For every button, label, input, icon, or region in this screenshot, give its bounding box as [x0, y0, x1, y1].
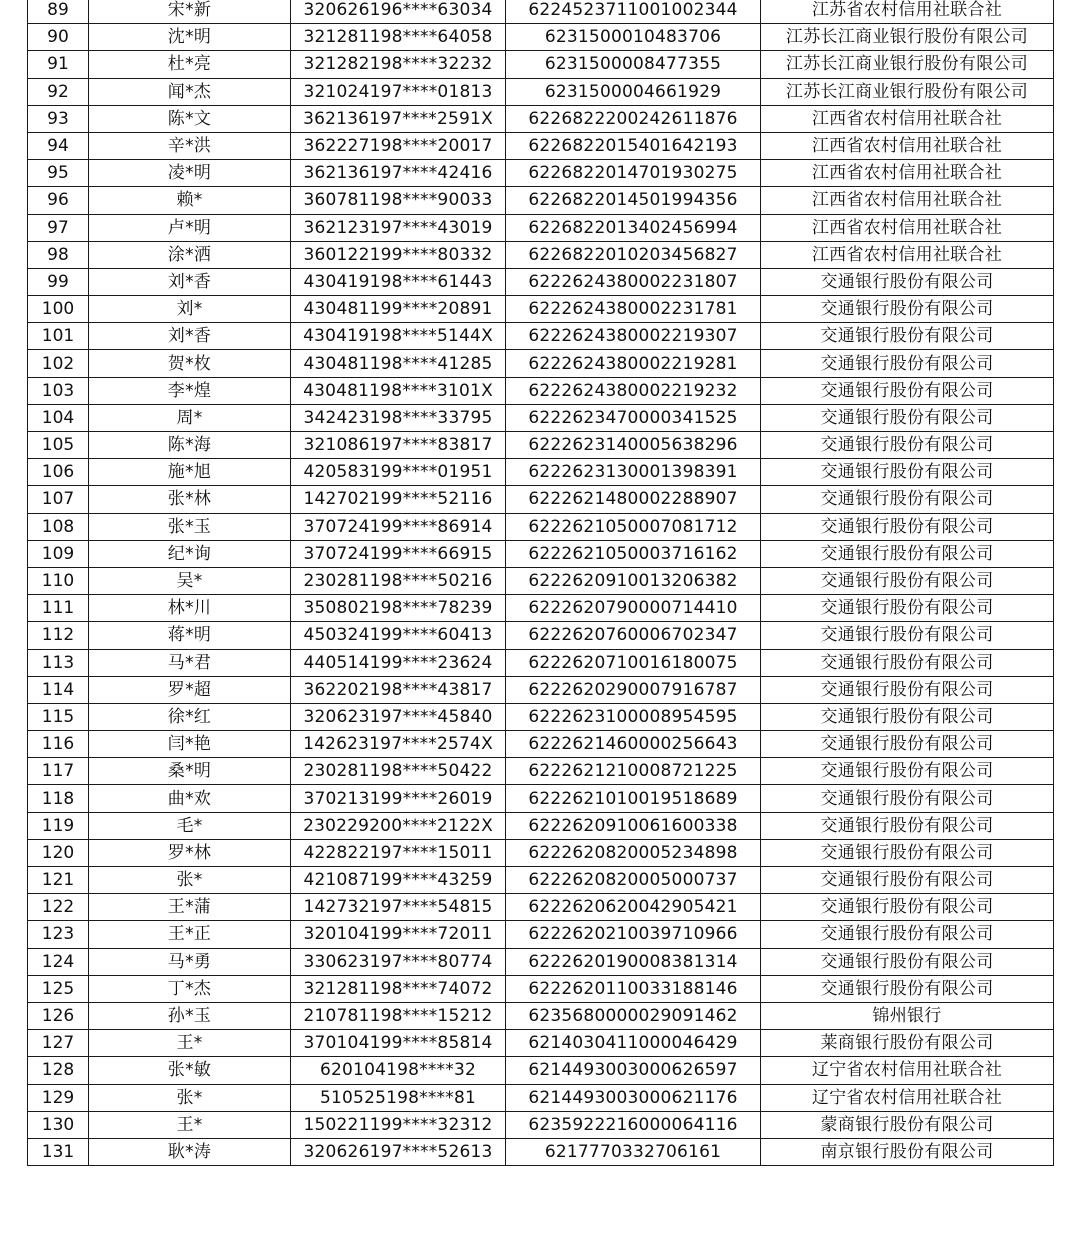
id-number-cell: 320626197****52613: [291, 1138, 506, 1165]
bank-name-cell: 交通银行股份有限公司: [761, 459, 1054, 486]
id-number-cell: 440514199****23624: [291, 649, 506, 676]
name-cell: 宋*新: [89, 0, 291, 24]
name-cell: 凌*明: [89, 160, 291, 187]
table-row: [28, 160, 1054, 187]
id-number-cell: 430419198****61443: [291, 268, 506, 295]
id-number-cell: 230281198****50216: [291, 567, 506, 594]
row-number-cell: 94: [28, 132, 89, 159]
name-cell: 陈*海: [89, 432, 291, 459]
id-number-cell: 321282198****32232: [291, 51, 506, 78]
id-number-cell: 360781198****90033: [291, 187, 506, 214]
table-row: [28, 975, 1054, 1002]
id-number-cell: 430481198****3101X: [291, 377, 506, 404]
name-cell: 张*: [89, 867, 291, 894]
name-cell: 马*勇: [89, 948, 291, 975]
roster-sheet: [27, 0, 1053, 1166]
bank-name-cell: 蒙商银行股份有限公司: [761, 1111, 1054, 1138]
bank-name-cell: 交通银行股份有限公司: [761, 894, 1054, 921]
name-cell: 耿*涛: [89, 1138, 291, 1165]
id-number-cell: 321086197****83817: [291, 432, 506, 459]
name-cell: 马*君: [89, 649, 291, 676]
name-cell: 罗*林: [89, 839, 291, 866]
name-cell: 丁*杰: [89, 975, 291, 1002]
bank-name-cell: 交通银行股份有限公司: [761, 758, 1054, 785]
table-row: [28, 404, 1054, 431]
name-cell: 沈*明: [89, 24, 291, 51]
account-number-cell: 6231500004661929: [506, 78, 761, 105]
table-row: [28, 24, 1054, 51]
account-number-cell: 6222621050003716162: [506, 540, 761, 567]
account-number-cell: 6222624380002219232: [506, 377, 761, 404]
table-row: [28, 1084, 1054, 1111]
table-row: [28, 758, 1054, 785]
row-number-cell: 123: [28, 921, 89, 948]
row-number-cell: 105: [28, 432, 89, 459]
table-row: [28, 540, 1054, 567]
row-number-cell: 102: [28, 350, 89, 377]
row-number-cell: 129: [28, 1084, 89, 1111]
bank-name-cell: 莱商银行股份有限公司: [761, 1030, 1054, 1057]
bank-name-cell: 江苏长江商业银行股份有限公司: [761, 24, 1054, 51]
row-number-cell: 117: [28, 758, 89, 785]
bank-name-cell: 交通银行股份有限公司: [761, 296, 1054, 323]
account-number-cell: 6222620760006702347: [506, 622, 761, 649]
account-number-cell: 6222624380002231807: [506, 268, 761, 295]
name-cell: 毛*: [89, 812, 291, 839]
bank-name-cell: 交通银行股份有限公司: [761, 649, 1054, 676]
account-number-cell: 6231500008477355: [506, 51, 761, 78]
row-number-cell: 127: [28, 1030, 89, 1057]
bank-name-cell: 交通银行股份有限公司: [761, 432, 1054, 459]
bank-name-cell: 交通银行股份有限公司: [761, 595, 1054, 622]
account-number-cell: 6222620790000714410: [506, 595, 761, 622]
account-number-cell: 6214030411000046429: [506, 1030, 761, 1057]
row-number-cell: 90: [28, 24, 89, 51]
name-cell: 李*煌: [89, 377, 291, 404]
bank-name-cell: 交通银行股份有限公司: [761, 948, 1054, 975]
id-number-cell: 230281198****50422: [291, 758, 506, 785]
account-number-cell: 6222620110033188146: [506, 975, 761, 1002]
bank-name-cell: 交通银行股份有限公司: [761, 567, 1054, 594]
row-number-cell: 112: [28, 622, 89, 649]
account-number-cell: 6222624380002219307: [506, 323, 761, 350]
account-number-cell: 6231500010483706: [506, 24, 761, 51]
row-number-cell: 98: [28, 241, 89, 268]
bank-name-cell: 交通银行股份有限公司: [761, 839, 1054, 866]
row-number-cell: 128: [28, 1057, 89, 1084]
row-number-cell: 111: [28, 595, 89, 622]
name-cell: 贺*枚: [89, 350, 291, 377]
account-number-cell: 6222623130001398391: [506, 459, 761, 486]
name-cell: 王*: [89, 1030, 291, 1057]
table-row: [28, 132, 1054, 159]
id-number-cell: 421087199****43259: [291, 867, 506, 894]
row-number-cell: 97: [28, 214, 89, 241]
table-row: [28, 105, 1054, 132]
name-cell: 张*敏: [89, 1057, 291, 1084]
table-row: [28, 1002, 1054, 1029]
bank-name-cell: 江苏长江商业银行股份有限公司: [761, 51, 1054, 78]
account-number-cell: 6217770332706161: [506, 1138, 761, 1165]
name-cell: 周*: [89, 404, 291, 431]
table-row: [28, 187, 1054, 214]
account-number-cell: 6222620190008381314: [506, 948, 761, 975]
id-number-cell: 342423198****33795: [291, 404, 506, 431]
bank-name-cell: 江西省农村信用社联合社: [761, 187, 1054, 214]
id-number-cell: 321281198****74072: [291, 975, 506, 1002]
row-number-cell: 116: [28, 731, 89, 758]
bank-name-cell: 交通银行股份有限公司: [761, 812, 1054, 839]
table-row: [28, 486, 1054, 513]
table-row: [28, 703, 1054, 730]
bank-name-cell: 交通银行股份有限公司: [761, 513, 1054, 540]
id-number-cell: 362227198****20017: [291, 132, 506, 159]
row-number-cell: 100: [28, 296, 89, 323]
account-number-cell: 6222620620042905421: [506, 894, 761, 921]
bank-name-cell: 江西省农村信用社联合社: [761, 160, 1054, 187]
id-number-cell: 142732197****54815: [291, 894, 506, 921]
row-number-cell: 118: [28, 785, 89, 812]
account-number-cell: 6222623100008954595: [506, 703, 761, 730]
id-number-cell: 320626196****63034: [291, 0, 506, 24]
account-number-cell: 6222620910013206382: [506, 567, 761, 594]
row-number-cell: 113: [28, 649, 89, 676]
table-row: [28, 432, 1054, 459]
name-cell: 刘*香: [89, 268, 291, 295]
table-row: [28, 214, 1054, 241]
table-row: [28, 268, 1054, 295]
row-number-cell: 114: [28, 676, 89, 703]
bank-name-cell: 交通银行股份有限公司: [761, 540, 1054, 567]
table-row: [28, 241, 1054, 268]
row-number-cell: 91: [28, 51, 89, 78]
row-number-cell: 120: [28, 839, 89, 866]
account-number-cell: 6222620290007916787: [506, 676, 761, 703]
bank-name-cell: 交通银行股份有限公司: [761, 323, 1054, 350]
account-number-cell: 6222621050007081712: [506, 513, 761, 540]
row-number-cell: 89: [28, 0, 89, 24]
name-cell: 林*川: [89, 595, 291, 622]
table-row: [28, 323, 1054, 350]
id-number-cell: 362136197****42416: [291, 160, 506, 187]
table-row: [28, 513, 1054, 540]
id-number-cell: 510525198****81: [291, 1084, 506, 1111]
name-cell: 张*林: [89, 486, 291, 513]
id-number-cell: 142623197****2574X: [291, 731, 506, 758]
table-row: [28, 649, 1054, 676]
bank-name-cell: 交通银行股份有限公司: [761, 377, 1054, 404]
row-number-cell: 109: [28, 540, 89, 567]
id-number-cell: 321281198****64058: [291, 24, 506, 51]
account-number-cell: 6226822014701930275: [506, 160, 761, 187]
bank-name-cell: 交通银行股份有限公司: [761, 676, 1054, 703]
table-row: [28, 1111, 1054, 1138]
row-number-cell: 99: [28, 268, 89, 295]
name-cell: 刘*: [89, 296, 291, 323]
id-number-cell: 450324199****60413: [291, 622, 506, 649]
account-number-cell: 6214493003000621176: [506, 1084, 761, 1111]
row-number-cell: 110: [28, 567, 89, 594]
id-number-cell: 420583199****01951: [291, 459, 506, 486]
id-number-cell: 320104199****72011: [291, 921, 506, 948]
bank-name-cell: 江西省农村信用社联合社: [761, 241, 1054, 268]
recipient-table: [27, 0, 1054, 1166]
bank-name-cell: 交通银行股份有限公司: [761, 486, 1054, 513]
account-number-cell: 6222620910061600338: [506, 812, 761, 839]
bank-name-cell: 交通银行股份有限公司: [761, 350, 1054, 377]
row-number-cell: 130: [28, 1111, 89, 1138]
id-number-cell: 370104199****85814: [291, 1030, 506, 1057]
row-number-cell: 96: [28, 187, 89, 214]
table-row: [28, 731, 1054, 758]
name-cell: 蒋*明: [89, 622, 291, 649]
account-number-cell: 6222620210039710966: [506, 921, 761, 948]
bank-name-cell: 辽宁省农村信用社联合社: [761, 1084, 1054, 1111]
id-number-cell: 142702199****52116: [291, 486, 506, 513]
table-row: [28, 839, 1054, 866]
account-number-cell: 6226822014501994356: [506, 187, 761, 214]
row-number-cell: 126: [28, 1002, 89, 1029]
row-number-cell: 125: [28, 975, 89, 1002]
account-number-cell: 6222621010019518689: [506, 785, 761, 812]
table-row: [28, 51, 1054, 78]
account-number-cell: 6235922216000064116: [506, 1111, 761, 1138]
bank-name-cell: 交通银行股份有限公司: [761, 921, 1054, 948]
row-number-cell: 108: [28, 513, 89, 540]
id-number-cell: 320623197****45840: [291, 703, 506, 730]
bank-name-cell: 交通银行股份有限公司: [761, 622, 1054, 649]
name-cell: 孙*玉: [89, 1002, 291, 1029]
bank-name-cell: 交通银行股份有限公司: [761, 703, 1054, 730]
name-cell: 闫*艳: [89, 731, 291, 758]
account-number-cell: 6226822015401642193: [506, 132, 761, 159]
table-row: [28, 567, 1054, 594]
name-cell: 纪*询: [89, 540, 291, 567]
id-number-cell: 422822197****15011: [291, 839, 506, 866]
table-row: [28, 948, 1054, 975]
table-row: [28, 1030, 1054, 1057]
row-number-cell: 131: [28, 1138, 89, 1165]
bank-name-cell: 交通银行股份有限公司: [761, 975, 1054, 1002]
table-row: [28, 1138, 1054, 1165]
name-cell: 徐*红: [89, 703, 291, 730]
bank-name-cell: 江苏长江商业银行股份有限公司: [761, 78, 1054, 105]
id-number-cell: 430481198****41285: [291, 350, 506, 377]
name-cell: 陈*文: [89, 105, 291, 132]
account-number-cell: 6226822010203456827: [506, 241, 761, 268]
account-number-cell: 6222623470000341525: [506, 404, 761, 431]
table-row: [28, 894, 1054, 921]
bank-name-cell: 交通银行股份有限公司: [761, 785, 1054, 812]
account-number-cell: 6222621460000256643: [506, 731, 761, 758]
account-number-cell: 6222620710016180075: [506, 649, 761, 676]
account-number-cell: 6222624380002219281: [506, 350, 761, 377]
name-cell: 施*旭: [89, 459, 291, 486]
name-cell: 王*蒲: [89, 894, 291, 921]
account-number-cell: 6214493003000626597: [506, 1057, 761, 1084]
bank-name-cell: 南京银行股份有限公司: [761, 1138, 1054, 1165]
name-cell: 曲*欢: [89, 785, 291, 812]
id-number-cell: 230229200****2122X: [291, 812, 506, 839]
account-number-cell: 6222620820005234898: [506, 839, 761, 866]
name-cell: 桑*明: [89, 758, 291, 785]
account-number-cell: 6222621480002288907: [506, 486, 761, 513]
id-number-cell: 360122199****80332: [291, 241, 506, 268]
table-row: [28, 812, 1054, 839]
row-number-cell: 106: [28, 459, 89, 486]
table-row: [28, 459, 1054, 486]
row-number-cell: 119: [28, 812, 89, 839]
row-number-cell: 104: [28, 404, 89, 431]
row-number-cell: 93: [28, 105, 89, 132]
id-number-cell: 370213199****26019: [291, 785, 506, 812]
id-number-cell: 362123197****43019: [291, 214, 506, 241]
id-number-cell: 210781198****15212: [291, 1002, 506, 1029]
recipient-table-body: [28, 0, 1054, 1166]
row-number-cell: 101: [28, 323, 89, 350]
table-row: [28, 0, 1054, 24]
name-cell: 罗*超: [89, 676, 291, 703]
bank-name-cell: 交通银行股份有限公司: [761, 268, 1054, 295]
account-number-cell: 6235680000029091462: [506, 1002, 761, 1029]
name-cell: 辛*洪: [89, 132, 291, 159]
table-row: [28, 350, 1054, 377]
account-number-cell: 6224523711001002344: [506, 0, 761, 24]
account-number-cell: 6222621210008721225: [506, 758, 761, 785]
name-cell: 王*: [89, 1111, 291, 1138]
row-number-cell: 115: [28, 703, 89, 730]
name-cell: 杜*亮: [89, 51, 291, 78]
id-number-cell: 370724199****86914: [291, 513, 506, 540]
table-row: [28, 296, 1054, 323]
id-number-cell: 430419198****5144X: [291, 323, 506, 350]
bank-name-cell: 辽宁省农村信用社联合社: [761, 1057, 1054, 1084]
table-row: [28, 921, 1054, 948]
table-row: [28, 595, 1054, 622]
id-number-cell: 362136197****2591X: [291, 105, 506, 132]
table-row: [28, 785, 1054, 812]
account-number-cell: 6222620820005000737: [506, 867, 761, 894]
name-cell: 闻*杰: [89, 78, 291, 105]
table-row: [28, 676, 1054, 703]
name-cell: 张*: [89, 1084, 291, 1111]
id-number-cell: 370724199****66915: [291, 540, 506, 567]
bank-name-cell: 江苏省农村信用社联合社: [761, 0, 1054, 24]
account-number-cell: 6226822013402456994: [506, 214, 761, 241]
id-number-cell: 150221199****32312: [291, 1111, 506, 1138]
id-number-cell: 362202198****43817: [291, 676, 506, 703]
name-cell: 卢*明: [89, 214, 291, 241]
account-number-cell: 6226822200242611876: [506, 105, 761, 132]
name-cell: 王*正: [89, 921, 291, 948]
name-cell: 吴*: [89, 567, 291, 594]
row-number-cell: 92: [28, 78, 89, 105]
table-row: [28, 1057, 1054, 1084]
id-number-cell: 350802198****78239: [291, 595, 506, 622]
row-number-cell: 121: [28, 867, 89, 894]
id-number-cell: 330623197****80774: [291, 948, 506, 975]
bank-name-cell: 江西省农村信用社联合社: [761, 105, 1054, 132]
name-cell: 刘*香: [89, 323, 291, 350]
id-number-cell: 430481199****20891: [291, 296, 506, 323]
row-number-cell: 95: [28, 160, 89, 187]
bank-name-cell: 交通银行股份有限公司: [761, 731, 1054, 758]
row-number-cell: 103: [28, 377, 89, 404]
bank-name-cell: 锦州银行: [761, 1002, 1054, 1029]
table-row: [28, 78, 1054, 105]
account-number-cell: 6222624380002231781: [506, 296, 761, 323]
table-row: [28, 867, 1054, 894]
name-cell: 赖*: [89, 187, 291, 214]
bank-name-cell: 江西省农村信用社联合社: [761, 214, 1054, 241]
account-number-cell: 6222623140005638296: [506, 432, 761, 459]
id-number-cell: 620104198****32: [291, 1057, 506, 1084]
table-row: [28, 622, 1054, 649]
bank-name-cell: 交通银行股份有限公司: [761, 404, 1054, 431]
id-number-cell: 321024197****01813: [291, 78, 506, 105]
row-number-cell: 122: [28, 894, 89, 921]
bank-name-cell: 江西省农村信用社联合社: [761, 132, 1054, 159]
table-row: [28, 377, 1054, 404]
bank-name-cell: 交通银行股份有限公司: [761, 867, 1054, 894]
row-number-cell: 124: [28, 948, 89, 975]
name-cell: 涂*洒: [89, 241, 291, 268]
name-cell: 张*玉: [89, 513, 291, 540]
row-number-cell: 107: [28, 486, 89, 513]
